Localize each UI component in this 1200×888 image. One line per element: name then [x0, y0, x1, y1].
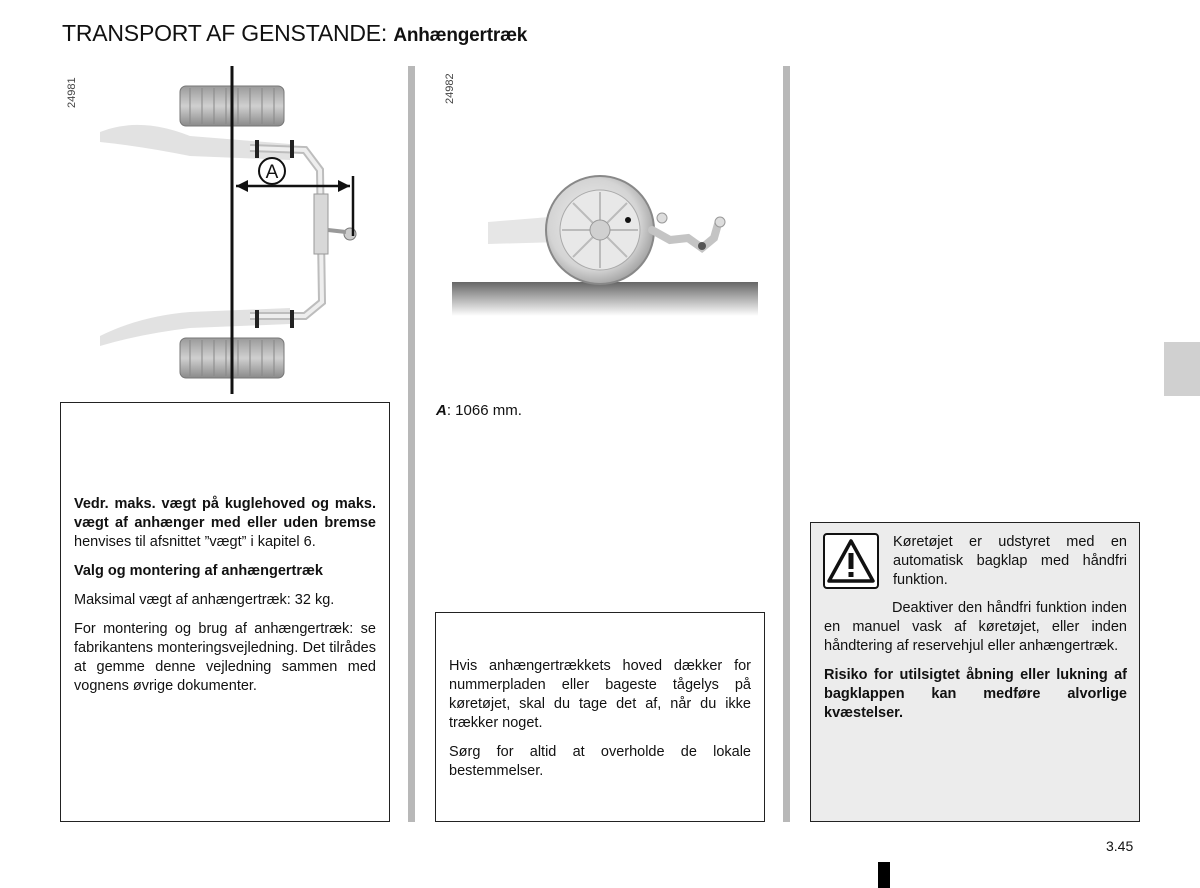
tow-bar-top-view-illustration: [100, 64, 400, 396]
figure-label-a: A: [265, 162, 279, 183]
weight-reference-bold: Vedr. maks. vægt på kuglehoved og maks. vægt af anhænger med eller uden bremse: [74, 496, 376, 531]
tow-bar-side-view-illustration: [452, 168, 758, 320]
warning-paragraph-risk: Risiko for utilsigtet åbning eller lukning af bagklappen kan medføre alvorlige kvæstelser.: [824, 667, 1127, 721]
warning-paragraph-group: [824, 599, 1127, 733]
paragraph-remove-head: Hvis anhængertrækkets hoved dækker for nummerpladen eller bageste tågelys på køretøjet, skal du tage det af, når du ikke trækker noget.: [449, 658, 751, 731]
chapter-tab: [1164, 342, 1200, 396]
print-marker: [878, 862, 890, 888]
title-sub: Anhængertræk: [393, 25, 528, 46]
dimension-caption: [436, 402, 522, 419]
warning-paragraph-auto-tailgate: Køretøjet er udstyret med en automatisk bagklap med håndfri funktion.: [893, 534, 1127, 588]
dimension-text: : 1066 mm.: [446, 402, 522, 419]
weight-info-box: [60, 402, 390, 822]
paragraph-local-rules: Sørg for altid at overholde de lokale bestemmelser.: [449, 744, 751, 779]
warning-box: [810, 522, 1140, 822]
weight-reference-rest: henvises til afsnittet ”vægt” i kapitel 6.: [74, 534, 316, 550]
figure-code-2: 24982: [444, 73, 456, 104]
section-heading-selection: Valg og montering af anhængertræk: [74, 563, 323, 579]
figure-code-1: 24981: [66, 77, 78, 108]
title-main: TRANSPORT AF GENSTANDE:: [62, 20, 388, 46]
warning-triangle-icon: [823, 533, 879, 589]
paragraph-mounting: For montering og brug af anhængertræk: se fabrikantens monteringsvejledning. Det tilrådes at gemme denne vejledning sammen med vognens øvrige dokumenter.: [74, 621, 376, 694]
warning-paragraph-deactivate: Deaktiver den håndfri funktion inden en manuel vask af køretøjet, eller inden håndtering af reservehjul eller anhængertræk.: [824, 600, 1127, 654]
column-divider-1: [408, 66, 415, 822]
paragraph-max-weight: Maksimal vægt af anhængertræk: 32 kg.: [74, 592, 335, 608]
page-title: [62, 20, 527, 47]
page-number: 3.45: [1106, 838, 1134, 854]
tow-head-note-box: [435, 612, 765, 822]
paragraph-weight-reference: [74, 495, 376, 552]
dimension-label: A: [436, 402, 447, 419]
column-divider-2: [783, 66, 790, 822]
